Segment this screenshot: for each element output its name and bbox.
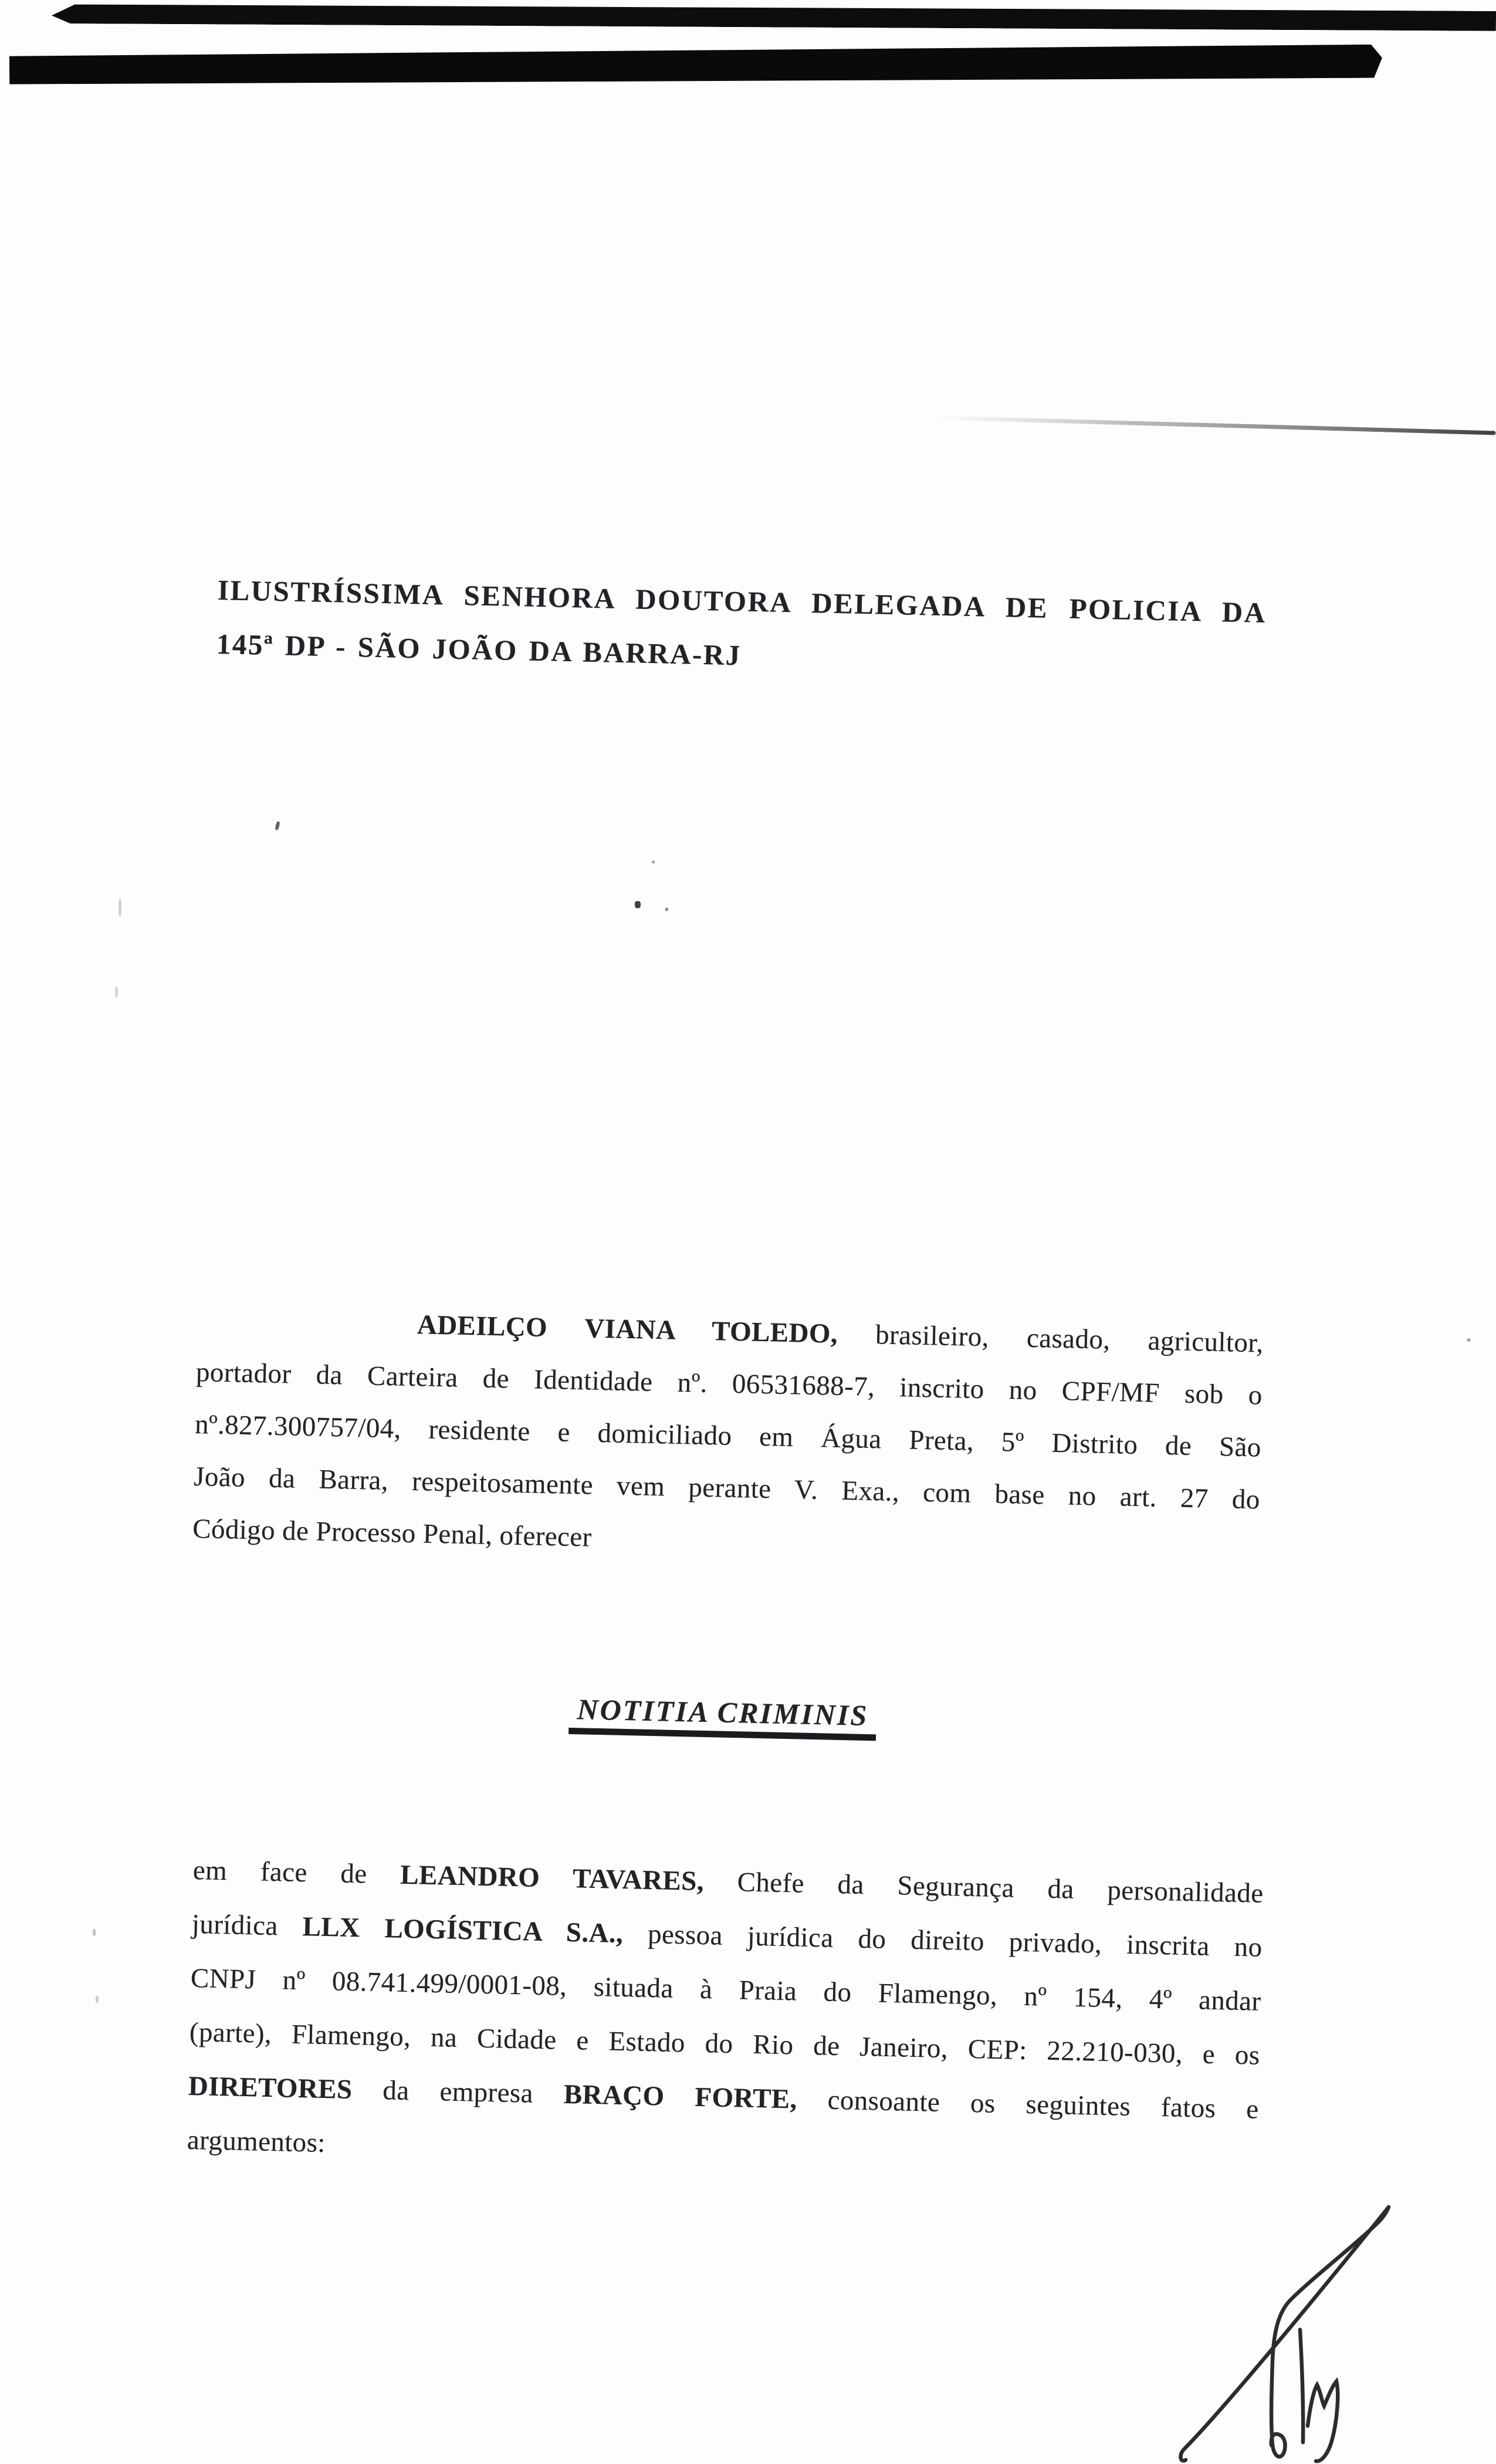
emphasized-text: BRAÇO FORTE, <box>563 2079 798 2115</box>
body-text: argumentos: <box>187 2124 326 2159</box>
scanner-artifact-bar-second <box>9 45 1382 86</box>
scanner-artifact-bar-top <box>52 4 1496 31</box>
scan-streak-line <box>932 411 1496 439</box>
scan-speck <box>96 1996 99 2003</box>
addressee-line-1: ILUSTRÍSSIMA SENHORA DOUTORA DELEGADA DE POLICIA DA <box>217 573 1267 629</box>
body-text: brasileiro, casado, agricultor, <box>837 1318 1264 1359</box>
body-text: Código de Processo Penal, oferecer <box>192 1513 593 1553</box>
scan-speck <box>1467 1338 1471 1342</box>
scan-speck <box>665 908 668 911</box>
scan-speck <box>115 987 118 997</box>
body-text: consoante os seguintes fatos e <box>797 2084 1260 2125</box>
body-text: em face de <box>192 1854 401 1890</box>
body-text: Chefe da Segurança da personalidade <box>703 1866 1264 1909</box>
emphasized-text: LEANDRO TAVARES, <box>400 1859 705 1897</box>
body-text: da empresa <box>351 2074 564 2110</box>
addressee-header <box>216 563 1267 694</box>
scan-speck <box>93 1929 96 1936</box>
body-text: jurídica <box>191 1908 303 1942</box>
scan-speck <box>635 901 641 908</box>
body-text: pessoa jurídica do direito privado, inscrita no <box>622 1918 1263 1963</box>
emphasized-text: ADEILÇO VIANA TOLEDO, <box>417 1309 838 1349</box>
body-text: nº.827.300757/04, residente e domiciliado em Água Preta, 5º Distrito de São <box>194 1409 1262 1463</box>
emphasized-text: LLX LOGÍSTICA S.A., <box>302 1911 624 1949</box>
paragraph-qualification <box>192 1294 1264 1579</box>
document-title-block <box>517 1681 929 1751</box>
paragraph-accused <box>187 1843 1264 2191</box>
addressee-line-2: 145ª DP - SÃO JOÃO DA BARRA-RJ <box>216 627 742 672</box>
handwritten-signature <box>1165 2191 1396 2464</box>
body-text: portador da Carteira de Identidade nº. 06531688-7, inscrito no CPF/MF sob o <box>195 1356 1263 1411</box>
body-text: João da Barra, respeitosamente vem perante V. Exa., com base no art. 27 do <box>193 1461 1261 1515</box>
scan-speck <box>275 821 280 830</box>
emphasized-text: DIRETORES <box>188 2070 353 2105</box>
body-text: (parte), Flamengo, na Cidade e Estado do Rio de Janeiro, CEP: 22.210-030, e os <box>189 2016 1261 2071</box>
body-text: CNPJ nº 08.741.499/0001-08, situada à Praia do Flamengo, nº 154, 4º andar <box>190 1962 1262 2017</box>
scan-speck <box>119 899 121 916</box>
document-title: NOTITIA CRIMINIS <box>568 1693 877 1741</box>
scan-speck <box>652 861 655 864</box>
